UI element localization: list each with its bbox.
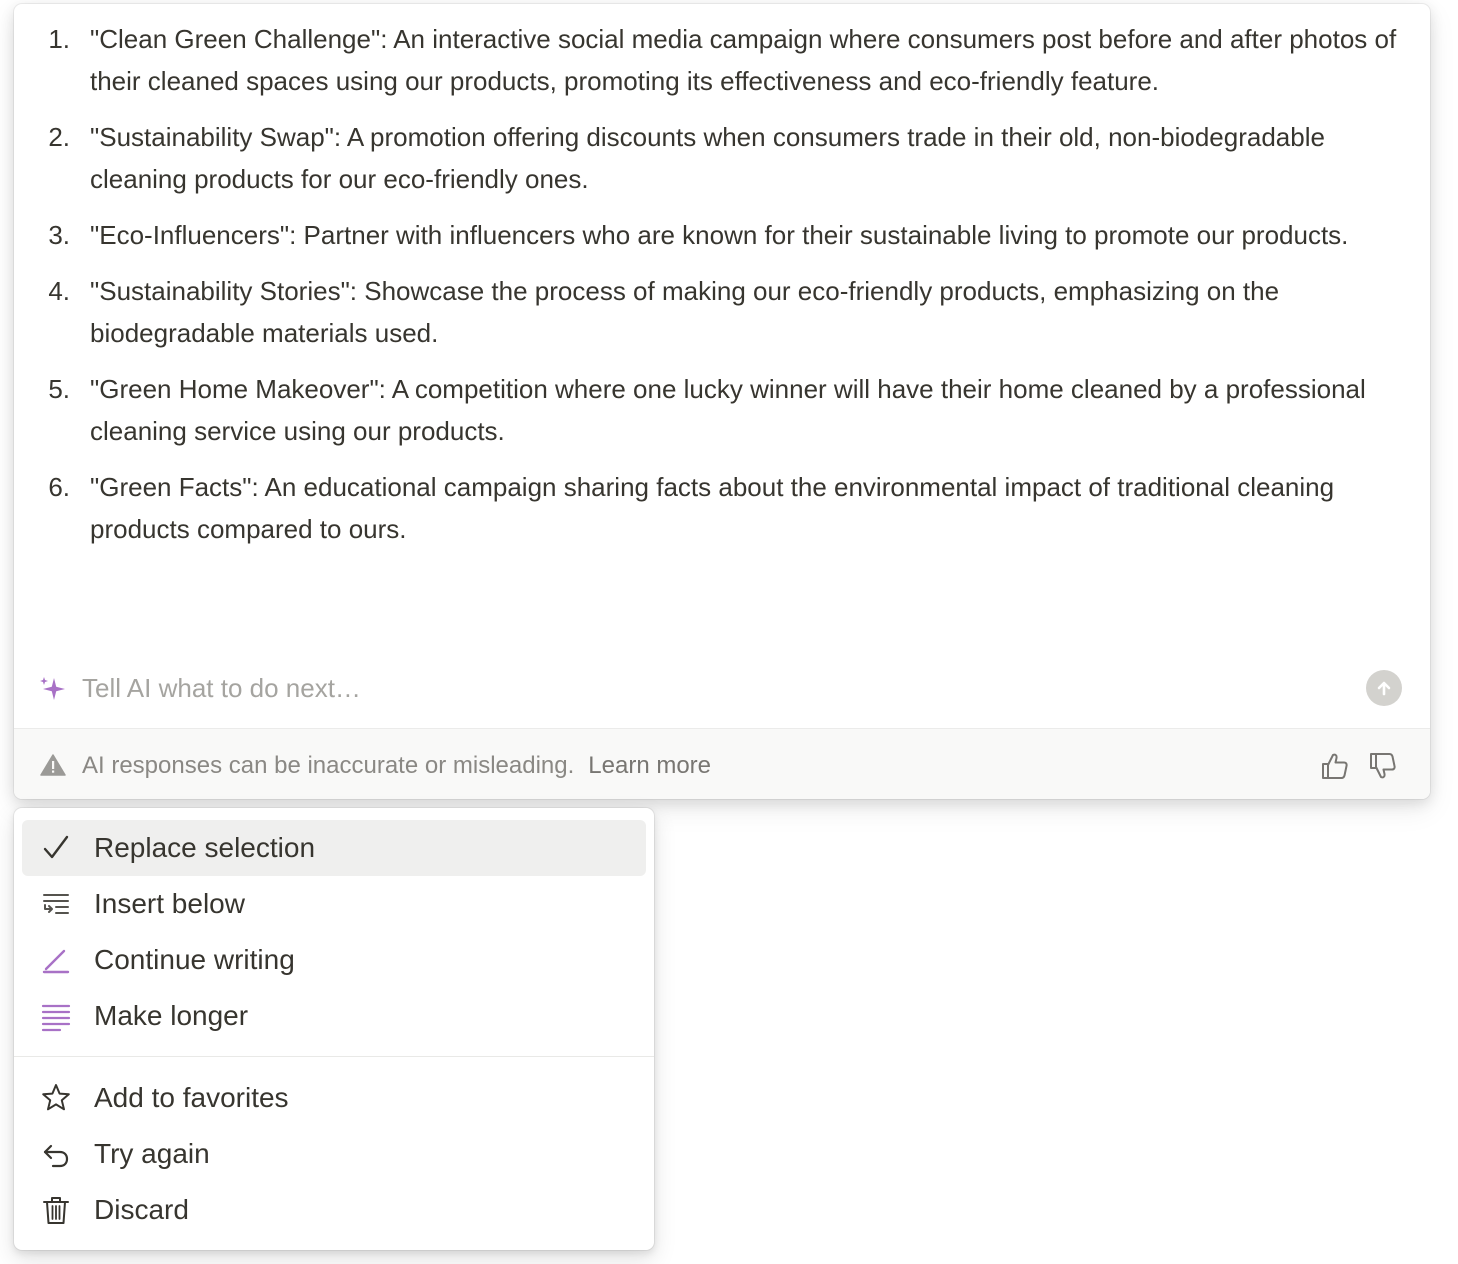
insert-below-icon — [40, 888, 72, 920]
list-number: 3. — [48, 220, 70, 250]
ai-response — [14, 18, 1430, 564]
check-icon — [40, 832, 72, 864]
ai-actions-menu — [14, 808, 654, 1250]
list-text: "Sustainability Swap": A promotion offering discounts when consumers trade in their old, non-biodegradable cleaning products for our eco-friendly ones. — [90, 122, 1325, 194]
menu-item-label: Make longer — [94, 1000, 249, 1031]
menu-item-add-to-favorites[interactable] — [22, 1070, 646, 1126]
list-text: "Eco-Influencers": Partner with influencers who are known for their sustainable living to promote our products. — [90, 220, 1349, 250]
thumbs-down-icon[interactable] — [1366, 749, 1400, 783]
pen-icon — [40, 944, 72, 976]
list-item — [14, 214, 1430, 256]
menu-item-label: Insert below — [94, 888, 245, 919]
list-item — [14, 466, 1430, 550]
menu-item-try-again[interactable] — [22, 1126, 646, 1182]
list-item — [14, 18, 1430, 102]
menu-item-make-longer[interactable] — [22, 988, 646, 1044]
ai-prompt-row — [14, 664, 1430, 712]
list-number: 2. — [48, 122, 70, 152]
ai-response-panel — [14, 4, 1430, 799]
list-number: 4. — [48, 276, 70, 306]
menu-item-insert-below[interactable] — [22, 876, 646, 932]
submit-button[interactable] — [1366, 670, 1402, 706]
menu-item-continue-writing[interactable] — [22, 932, 646, 988]
list-number: 6. — [48, 472, 70, 502]
list-number: 5. — [48, 374, 70, 404]
list-text: "Green Home Makeover": A competition where one lucky winner will have their home cleaned by a professional cleaning service using our products. — [90, 374, 1366, 446]
menu-item-label: Continue writing — [94, 944, 295, 975]
undo-icon — [40, 1138, 72, 1170]
ai-disclaimer-footer — [14, 728, 1430, 799]
menu-item-label: Add to favorites — [94, 1082, 289, 1113]
sparkle-icon — [38, 674, 68, 704]
ai-prompt-input[interactable] — [82, 670, 1342, 706]
list-number: 1. — [48, 24, 70, 54]
arrow-up-icon — [1374, 678, 1394, 698]
list-text: "Green Facts": An educational campaign sharing facts about the environmental impact of traditional cleaning products compared to ours. — [90, 472, 1335, 544]
trash-icon — [40, 1194, 72, 1226]
disclaimer-message: AI responses can be inaccurate or misleading. — [82, 752, 575, 779]
menu-item-replace-selection[interactable] — [22, 820, 646, 876]
disclaimer-text — [82, 751, 711, 781]
menu-item-label: Try again — [94, 1138, 210, 1169]
list-text: "Sustainability Stories": Showcase the process of making our eco-friendly products, emphasizing on the biodegradable materials used. — [90, 276, 1280, 348]
menu-item-discard[interactable] — [22, 1182, 646, 1238]
list-item — [14, 116, 1430, 200]
list-item — [14, 270, 1430, 354]
menu-divider — [14, 1056, 654, 1057]
learn-more-link[interactable]: Learn more — [588, 752, 712, 779]
menu-item-label: Discard — [94, 1194, 189, 1225]
list-item — [14, 368, 1430, 452]
menu-item-label: Replace selection — [94, 832, 316, 863]
star-icon — [40, 1082, 72, 1114]
warning-icon — [40, 753, 66, 777]
lines-icon — [40, 1000, 72, 1032]
thumbs-up-icon[interactable] — [1318, 749, 1352, 783]
list-text: "Clean Green Challenge": An interactive social media campaign where consumers post before and after photos of their cleaned spaces using our products, promoting its effectiveness and eco-friendly feature. — [90, 24, 1397, 96]
